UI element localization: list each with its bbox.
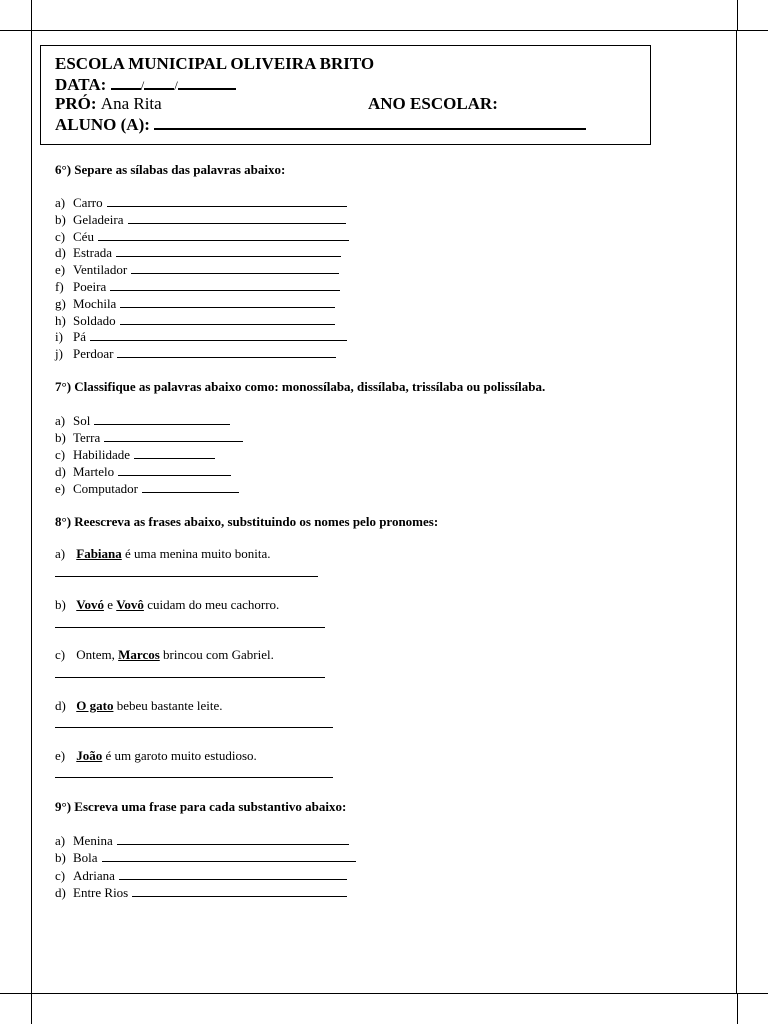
list-item [55,295,335,312]
item-word: Pá [73,329,86,345]
item-label: f) [55,279,64,294]
date-label: DATA: [55,75,107,94]
list-item [55,463,231,480]
answer-blank[interactable] [131,261,339,274]
list-item [55,412,230,429]
list-item [55,345,336,362]
item-label: c) [55,867,66,883]
item-word: Habilidade [73,447,131,462]
q8-sentence-d [55,698,222,714]
item-label: g) [55,295,66,311]
list-item [55,328,347,345]
item-word: Perdoar [73,346,114,362]
item-label: d) [55,884,66,900]
corner-tick [737,0,738,30]
item-label: a) [55,413,66,428]
noun-highlight: Marcos [118,647,160,662]
noun-highlight: Vovô [116,597,144,612]
q8-answer-line-d[interactable] [55,727,333,728]
item-label: d) [55,698,66,713]
noun-highlight: João [76,748,103,763]
list-item [55,211,346,228]
item-label: e) [55,481,66,496]
item-label: i) [55,329,63,345]
answer-blank[interactable] [119,867,347,880]
grade-label: ANO ESCOLAR: [368,94,498,113]
answer-blank[interactable] [117,832,349,845]
student-row [55,115,586,135]
q8-answer-line-b[interactable] [55,627,325,628]
item-word: Geladeira [73,211,124,227]
item-label: e) [55,262,66,278]
answer-blank[interactable] [132,884,347,897]
list-item [55,884,347,901]
teacher-label: PRÓ: [55,94,97,113]
q8-answer-line-a[interactable] [55,576,318,577]
q8-sentence-a [55,546,271,562]
noun-highlight: Vovó [76,597,104,612]
item-label: a) [55,833,66,848]
item-label: c) [55,228,66,244]
item-word: Mochila [73,295,117,311]
item-word: Ventilador [73,262,128,278]
q8-sentence-c [55,647,274,663]
q7-title: 7°) Classifique as palavras abaixo como: monossílaba, dissílaba, trissílaba ou polissílaba. [55,379,546,394]
item-label: a) [55,546,66,561]
item-label: a) [55,195,66,210]
q8-title: 8°) Reescreva as frases abaixo, substituindo os nomes pelo pronomes: [55,514,439,529]
item-label: b) [55,211,66,227]
list-item [55,867,347,884]
item-label: b) [55,850,66,866]
item-word: Sol [73,413,91,428]
corner-tick [737,30,768,31]
item-word: Carro [73,195,103,210]
answer-blank[interactable] [98,228,349,241]
answer-blank[interactable] [128,211,346,224]
item-label: e) [55,748,66,763]
q9-title: 9°) Escreva uma frase para cada substantivo abaixo: [55,799,347,814]
sentence-pre: Ontem, [76,647,119,662]
corner-tick [737,993,768,994]
answer-blank[interactable] [142,480,239,493]
student-label: ALUNO (A): [55,115,150,134]
item-label: c) [55,647,66,662]
corner-tick [31,0,32,30]
item-word: Céu [73,228,94,244]
item-word: Adriana [73,867,115,883]
answer-blank[interactable] [120,295,335,308]
list-item [55,244,341,261]
item-label: d) [55,245,66,261]
list-item [55,429,243,446]
date-year-blank[interactable] [178,88,236,90]
item-label: b) [55,597,66,612]
date-day-blank[interactable] [111,88,141,90]
sentence-rest: é uma menina muito bonita. [121,546,271,561]
answer-blank[interactable] [134,446,215,459]
item-word: Poeira [73,279,107,294]
corner-tick [0,993,31,994]
list-item [55,480,239,497]
date-row [55,75,236,96]
noun-highlight: Fabiana [76,546,122,561]
noun-highlight: O gato [76,698,114,713]
answer-blank[interactable] [104,429,243,442]
answer-blank[interactable] [107,194,347,207]
student-name-blank[interactable] [154,128,586,130]
list-item [55,194,347,211]
q8-answer-line-c[interactable] [55,677,325,678]
answer-blank[interactable] [94,412,230,425]
item-word: Soldado [73,312,116,328]
answer-blank[interactable] [118,463,231,476]
corner-tick [31,994,32,1024]
answer-blank[interactable] [90,328,347,341]
q8-answer-line-e[interactable] [55,777,333,778]
list-item [55,278,340,295]
list-item [55,228,349,245]
item-label: h) [55,312,66,328]
item-word: Terra [73,430,101,445]
q6-title: 6°) Separe as sílabas das palavras abaixo: [55,162,286,177]
corner-tick [737,994,738,1024]
sentence-rest: brincou com Gabriel. [159,647,274,662]
school-name: ESCOLA MUNICIPAL OLIVEIRA BRITO [55,54,375,73]
answer-blank[interactable] [120,312,335,325]
date-month-blank[interactable] [144,88,174,90]
sentence-mid: e [103,597,117,612]
answer-blank[interactable] [102,849,356,862]
list-item [55,312,335,329]
sentence-rest: é um garoto muito estudioso. [102,748,257,763]
teacher-name: Ana Rita [100,94,162,113]
item-word: Bola [73,850,98,866]
item-label: b) [55,430,66,445]
list-item [55,261,339,278]
answer-blank[interactable] [116,244,341,257]
sentence-rest: cuidam do meu cachorro. [143,597,280,612]
item-word: Estrada [73,245,112,261]
date-slash-1: / [140,78,145,93]
date-slash-2: / [174,78,178,93]
item-label: c) [55,447,66,462]
sentence-rest: bebeu bastante leite. [113,698,223,713]
corner-tick [0,30,31,31]
item-label: d) [55,464,66,479]
answer-blank[interactable] [110,278,340,291]
list-item [55,832,349,849]
item-word: Martelo [73,464,115,479]
item-word: Computador [73,481,138,496]
item-word: Entre Rios [73,884,129,900]
item-label: j) [55,346,63,362]
q8-sentence-b [55,597,279,613]
answer-blank[interactable] [117,345,336,358]
list-item [55,849,356,866]
q8-sentence-e [55,748,257,764]
item-word: Menina [73,833,113,848]
list-item [55,446,215,463]
teacher-row [55,94,162,114]
